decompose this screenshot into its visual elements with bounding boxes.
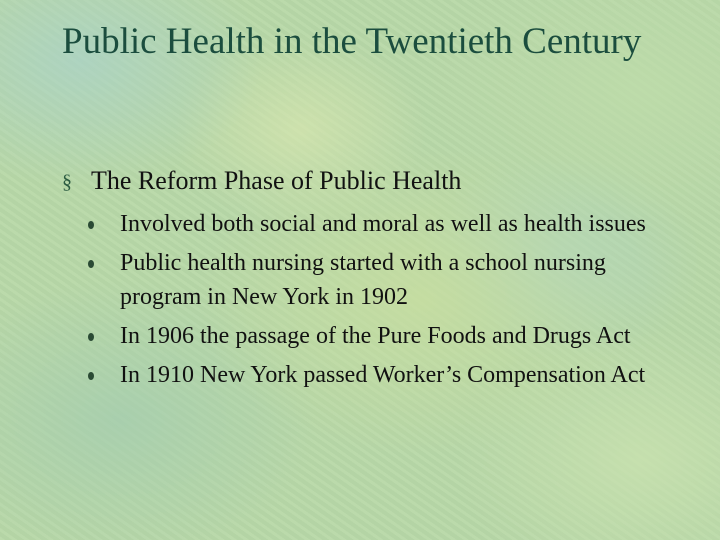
sub-bullet-text: Involved both social and moral as well as health issues [120,211,646,237]
bullet-dot-icon [88,260,94,268]
sub-bullet-list [88,207,688,397]
sub-bullet-text: Public health nursing started with a school nursing program in New York in 1902 [120,250,606,310]
slide-title: Public Health in the Twentieth Century [62,21,642,62]
sub-bullet-item [88,319,672,353]
bullet-dot-icon [88,372,94,380]
bullet-dot-icon [88,333,94,341]
sub-bullet-item [88,246,672,314]
section-bullet-icon: § [62,171,72,193]
sub-bullet-item [88,358,672,392]
bullet-dot-icon [88,221,94,229]
main-bullet-text: The Reform Phase of Public Health [91,166,462,195]
sub-bullet-item [88,207,672,241]
sub-bullet-text: In 1910 New York passed Worker’s Compensation Act [120,362,646,388]
sub-bullet-text: In 1906 the passage of the Pure Foods and Drugs Act [120,323,631,349]
